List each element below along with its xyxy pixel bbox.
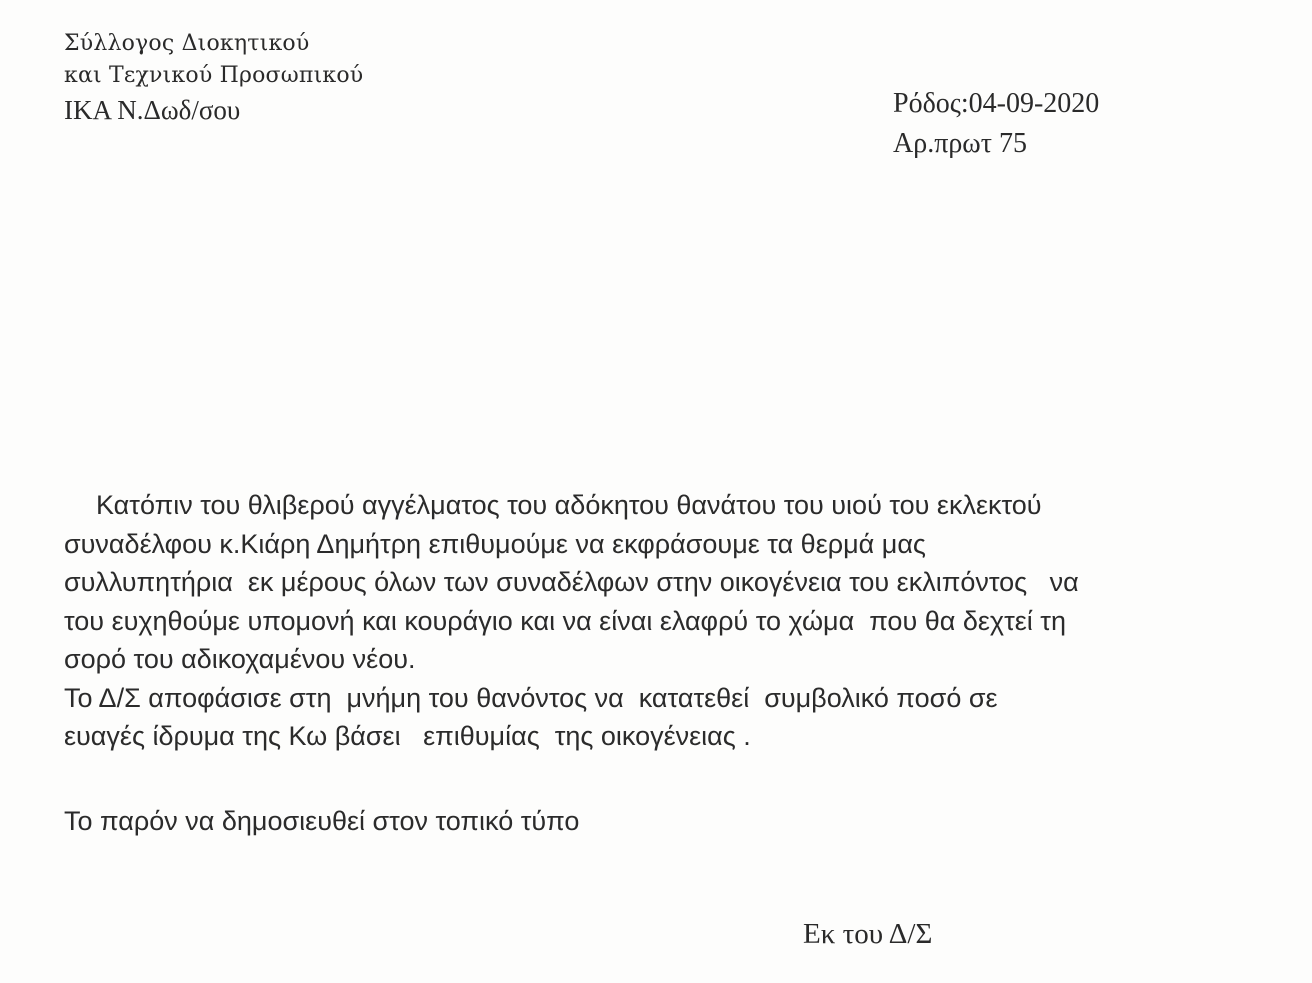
publication-note: Το παρόν να δημοσιευθεί στον τοπικό τύπο — [64, 806, 580, 836]
body-line: Κατόπιν του θλιβερού αγγέλματος του αδόκητου θανάτου του υιού του εκλεκτού — [96, 490, 1042, 520]
organization-name-line2: και Τεχνικού Προσωπικού — [64, 63, 364, 88]
signature-line: Εκ του Δ/Σ — [803, 918, 933, 950]
letter-date: Ρόδος:04-09-2020 — [893, 88, 1100, 119]
body-line: ευαγές ίδρυμα της Κω βάσει επιθυμίας της οικογένειας . — [64, 721, 751, 751]
organization-name-line1: Σύλλογος Διοκητικού — [64, 31, 310, 56]
date-and-reference — [893, 84, 1099, 164]
body-line: του ευχηθούμε υπομονή και κουράγιο και να είναι ελαφρύ το χώμα που θα δεχτεί τη — [64, 605, 1066, 636]
organization-name-line3: ΙΚΑ Ν.Δωδ/σου — [64, 95, 241, 125]
letter-body — [64, 486, 1264, 756]
body-line: συναδέλφου κ.Κιάρη Δημήτρη επιθυμούμε να εκφράσουμε τα θερμά μας — [64, 528, 926, 559]
organization-header — [64, 28, 363, 128]
protocol-number: Αρ.πρωτ 75 — [893, 128, 1027, 159]
body-line: σορό του αδικοχαμένου νέου. — [64, 644, 416, 674]
body-line: Το Δ/Σ αποφάσισε στη μνήμη του θανόντος να κατατεθεί συμβολικό ποσό σε — [64, 682, 998, 713]
body-line: συλλυπητήρια εκ μέρους όλων των συναδέλφων στην οικογένεια του εκλιπόντος να — [64, 567, 1079, 597]
